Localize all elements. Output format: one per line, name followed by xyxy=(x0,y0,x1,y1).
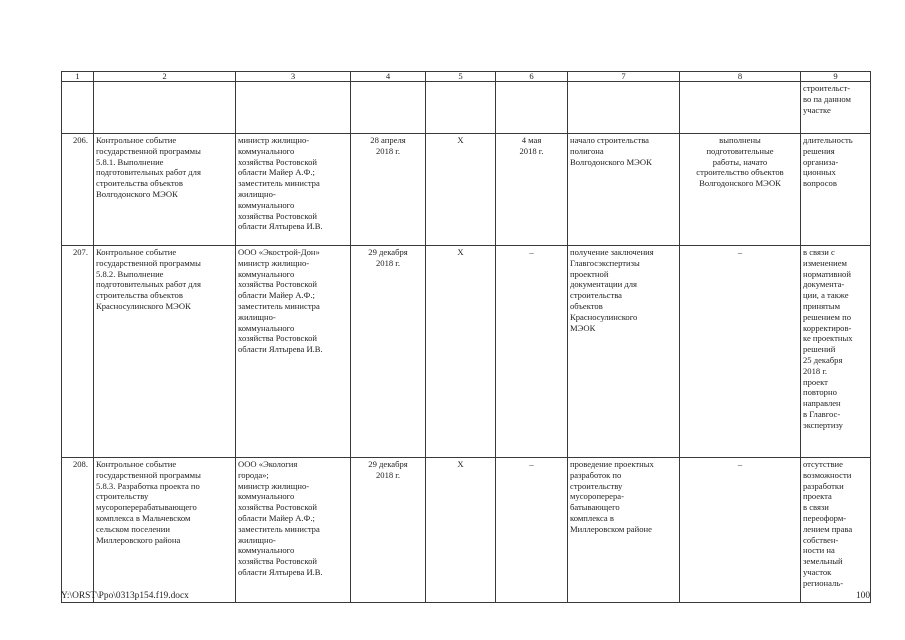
cell-line: ционных xyxy=(803,167,836,178)
cell-line: 2018 г. xyxy=(375,469,401,480)
cell-line: переоформ- xyxy=(803,512,847,523)
cell-line: проект xyxy=(803,376,828,387)
cell-line: жилищно- xyxy=(238,311,276,322)
cell-line: хозяйства Ростовской xyxy=(238,279,317,290)
cell-line: области Ялтырева И.В. xyxy=(238,221,323,232)
cell-line: проведение проектных xyxy=(570,459,654,469)
cell-line: экспертизу xyxy=(803,419,843,430)
cell-line: участок xyxy=(803,566,832,577)
cell-line: Контрольное событие xyxy=(96,135,177,145)
cell-line: коммунального xyxy=(238,268,295,279)
cell-line: Миллеровском районе xyxy=(570,523,652,534)
cell-line: комплекса в Мальчевском xyxy=(96,512,191,523)
cell-line: жилищно- xyxy=(238,188,276,199)
cell-line: нормативной xyxy=(803,268,851,279)
cell-line: решением по xyxy=(803,311,852,322)
cell-line: 29 декабря xyxy=(368,459,408,469)
cell-line: корректиров- xyxy=(803,322,852,333)
cell-line: разработки xyxy=(803,480,844,491)
cell-note: строительст- во па данном участке xyxy=(801,82,871,134)
cell-line: работы, начато xyxy=(712,156,768,167)
cell-note xyxy=(801,246,871,458)
cell-line: – xyxy=(529,459,534,469)
cell-line: 2018 г. xyxy=(519,145,544,156)
table-row xyxy=(62,458,871,603)
cell-line: ООО «Экострой-Дон» xyxy=(238,247,320,257)
col-num: 3 xyxy=(236,72,351,82)
cell-x xyxy=(426,134,496,246)
cell-status xyxy=(680,458,801,603)
cell-line: подготовительных работ для xyxy=(96,167,201,178)
cell-line: подготовительных работ для xyxy=(96,279,201,290)
cell-line: ООО «Экология xyxy=(238,459,298,469)
cell-responsible xyxy=(236,246,351,458)
cell-line: организа- xyxy=(803,156,839,167)
col-num: 9 xyxy=(801,72,871,82)
cell-result xyxy=(568,246,680,458)
cell-line: документации для xyxy=(570,279,637,290)
cell-note xyxy=(801,134,871,246)
cell-line: сельском поселении xyxy=(96,523,170,534)
cell-number: 207. xyxy=(62,246,94,458)
cell-line: области Майер А.Ф.; xyxy=(238,512,315,523)
cell-line: коммунального xyxy=(238,545,295,556)
cell-fact-date xyxy=(496,134,568,246)
cell-line: решения xyxy=(803,145,835,156)
cell-line: батывающего xyxy=(570,502,620,513)
cell-line: хозяйства Ростовской xyxy=(238,333,317,344)
cell-line: города»; xyxy=(238,469,269,480)
cell-fact-date xyxy=(496,458,568,603)
cell-line: хозяйства Ростовской xyxy=(238,210,317,221)
cell-line: Главгосэкспертизы xyxy=(570,257,640,268)
cell-line: мусоропереpа- xyxy=(570,491,624,502)
page-number: 100 xyxy=(855,591,870,601)
cell-number: 206. xyxy=(62,134,94,246)
cell-plan-date xyxy=(351,246,426,458)
cell-line: министр жилищно- xyxy=(238,257,310,268)
col-num: 7 xyxy=(568,72,680,82)
cell-line: строительству xyxy=(96,491,149,502)
cell-line: государственной программы xyxy=(96,257,201,268)
cell-line: проектной xyxy=(570,268,609,279)
cell-x xyxy=(426,458,496,603)
cell-event xyxy=(94,134,236,246)
cell-line: возможности xyxy=(803,469,852,480)
cell-line: изменением xyxy=(803,257,847,268)
cell-line: 28 апреля xyxy=(370,135,406,145)
cell-line: Миллеровского района xyxy=(96,534,181,545)
cell-line: 5.8.1. Выполнение xyxy=(96,156,164,167)
cell-line: земельный xyxy=(803,556,843,567)
cell-fact-date xyxy=(496,246,568,458)
cell-line: лением права xyxy=(803,523,853,534)
cell-line: выполнены xyxy=(719,135,761,145)
cell-status xyxy=(680,246,801,458)
cell-line: в связи xyxy=(803,502,829,513)
cell-line: 4 мая xyxy=(521,135,542,145)
cell-line: мусороперерабатывающего xyxy=(96,502,197,513)
cell-line: разработок по xyxy=(570,469,622,480)
column-number-row xyxy=(62,72,871,82)
cell-responsible xyxy=(236,458,351,603)
cell-line: отсутствие xyxy=(803,459,843,469)
cell-line: области Майер А.Ф.; xyxy=(238,290,315,301)
cell-line: строительство объектов xyxy=(696,167,784,178)
cell-result xyxy=(568,458,680,603)
cell-line: подготовительные xyxy=(706,145,774,156)
cell-line: – xyxy=(529,247,534,257)
cell-line: строительства объектов xyxy=(96,178,183,189)
cell-event xyxy=(94,246,236,458)
cell-line: 5.8.3. Разработка проекта по xyxy=(96,480,200,491)
cell-line: Красносулинского МЭОК xyxy=(96,300,191,311)
cell-line: 25 декабря xyxy=(803,354,843,365)
cell-line: 29 декабря xyxy=(368,247,408,257)
cell-line: коммунального xyxy=(238,322,295,333)
cell-line: государственной программы xyxy=(96,145,201,156)
cell-line: региональ- xyxy=(803,577,844,588)
cell-line: хозяйства Ростовской xyxy=(238,502,317,513)
cell-line: Волгодонского МЭОК xyxy=(699,178,781,189)
cell-line: заместитель министра xyxy=(238,300,320,311)
cell-line: Х xyxy=(457,247,464,257)
cell-line: полигона xyxy=(570,145,604,156)
cell-number: 208. xyxy=(62,458,94,603)
cell-line: заместитель министра xyxy=(238,523,320,534)
cell-status xyxy=(680,134,801,246)
cell-line: министр жилищно- xyxy=(238,135,310,145)
cell-result xyxy=(568,134,680,246)
cell-line: 2018 г. xyxy=(375,257,401,268)
cell-line: области Ялтырева И.В. xyxy=(238,344,323,355)
cell-line: документа- xyxy=(803,279,845,290)
cell-line: министр жилищно- xyxy=(238,480,310,491)
cell-line: объектов xyxy=(570,300,603,311)
cell-line: начало строительства xyxy=(570,135,649,145)
cell-line: длительность xyxy=(803,135,853,145)
cell-line: заместитель министра xyxy=(238,178,320,189)
col-num: 6 xyxy=(496,72,568,82)
cell-line: строительства объектов xyxy=(96,290,183,301)
cell-line: коммунального xyxy=(238,145,295,156)
col-num: 8 xyxy=(680,72,801,82)
col-num: 1 xyxy=(62,72,94,82)
cell-line: Контрольное событие xyxy=(96,247,177,257)
col-num: 4 xyxy=(351,72,426,82)
cell-line: – xyxy=(737,247,743,257)
cell-line: ции, а также xyxy=(803,290,849,301)
cell-line: – xyxy=(737,459,743,469)
cell-line: коммунального xyxy=(238,199,295,210)
cell-plan-date xyxy=(351,458,426,603)
table-row xyxy=(62,134,871,246)
col-num: 2 xyxy=(94,72,236,82)
cell-line: строительству xyxy=(570,480,623,491)
cell-line: повторно xyxy=(803,387,837,398)
data-table xyxy=(61,71,871,603)
col-num: 5 xyxy=(426,72,496,82)
cell-line: Волгодонского МЭОК xyxy=(96,188,178,199)
cell-line: Волгодонского МЭОК xyxy=(570,156,652,167)
cell-x xyxy=(426,246,496,458)
cell-line: комплекса в xyxy=(570,512,614,523)
cell-line: МЭОК xyxy=(570,322,596,333)
cell-line: 5.8.2. Выполнение xyxy=(96,268,164,279)
continuation-row xyxy=(62,82,871,134)
cell-note xyxy=(801,458,871,603)
cell-responsible xyxy=(236,134,351,246)
cell-plan-date xyxy=(351,134,426,246)
cell-line: жилищно- xyxy=(238,534,276,545)
cell-line: коммунального xyxy=(238,491,295,502)
table-body xyxy=(62,134,871,603)
cell-line: области Ялтырева И.В. xyxy=(238,566,323,577)
file-path: Y:\ORST\Ppo\0313p154.f19.docx xyxy=(61,591,189,601)
cell-line: Красносулинского xyxy=(570,311,638,322)
cell-line: строительства xyxy=(570,290,622,301)
cell-line: в связи с xyxy=(803,247,835,257)
cell-line: Х xyxy=(457,459,464,469)
cell-line: 2018 г. xyxy=(375,145,401,156)
cell-line: ности на xyxy=(803,545,835,556)
cell-line: проекта xyxy=(803,491,832,502)
cell-line: Контрольное событие xyxy=(96,459,177,469)
cell-line: 2018 г. xyxy=(803,365,828,376)
cell-event xyxy=(94,458,236,603)
cell-line: решений xyxy=(803,344,836,355)
cell-line: принятым xyxy=(803,300,841,311)
cell-line: государственной программы xyxy=(96,469,201,480)
cell-line: ке проектных xyxy=(803,333,853,344)
cell-line: направлен xyxy=(803,398,841,409)
cell-line: вопросов xyxy=(803,178,837,189)
cell-line: в Главгос- xyxy=(803,408,841,419)
cell-line: собствен- xyxy=(803,534,839,545)
cell-line: области Майер А.Ф.; xyxy=(238,167,315,178)
cell-line: хозяйства Ростовской xyxy=(238,156,317,167)
cell-line: получение заключения xyxy=(570,247,654,257)
cell-line: Х xyxy=(457,135,464,145)
cell-line: хозяйства Ростовской xyxy=(238,556,317,567)
table-row xyxy=(62,246,871,458)
